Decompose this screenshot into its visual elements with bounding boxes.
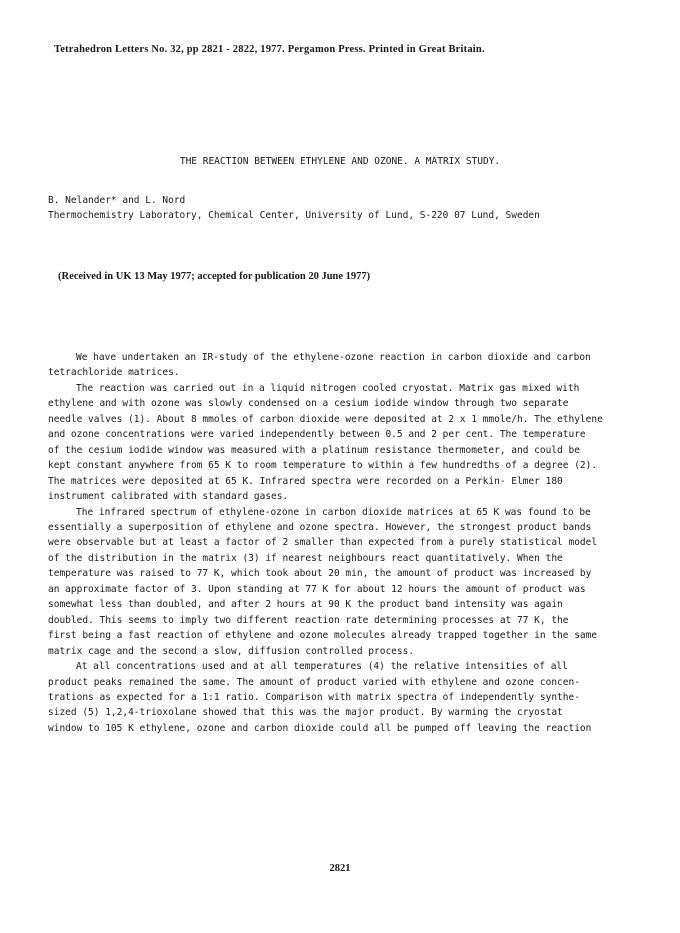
received-date: (Received in UK 13 May 1977; accepted for publication 20 June 1977) bbox=[58, 271, 371, 282]
body-line: tetrachloride matrices. bbox=[48, 367, 180, 379]
body-line: were observable but at least a factor of 2 smaller than expected from a purely statistical model bbox=[48, 537, 598, 549]
body-line: temperature was raised to 77 K, which took about 20 min, the amount of product was increased by bbox=[48, 568, 592, 580]
body-line: trations as expected for a 1:1 ratio. Comparison with matrix spectra of independently synthe- bbox=[48, 691, 580, 703]
author-affiliation: Thermochemistry Laboratory, Chemical Center, University of Lund, S-220 07 Lund, Sweden bbox=[48, 210, 540, 221]
page-number: 2821 bbox=[329, 863, 351, 874]
body-line: of the cesium iodide window was measured with a platinum resistance thermometer, and could be bbox=[48, 444, 580, 456]
body-line: first being a fast reaction of ethylene and ozone molecules already trapped together in the same bbox=[48, 630, 598, 642]
body-line: doubled. This seems to imply two different reaction rate determining processes at 77 K, the bbox=[48, 614, 569, 626]
author-names: B. Nelander* and L. Nord bbox=[48, 195, 186, 206]
body-line: somewhat less than doubled, and after 2 hours at 90 K the product band intensity was again bbox=[48, 599, 563, 611]
body-line: needle valves (1). About 8 mmoles of carbon dioxide were deposited at 2 x 1 mmole/h. The ethylene bbox=[48, 413, 603, 425]
body-line: ethylene and with ozone was slowly condensed on a cesium iodide window through two separate bbox=[48, 398, 569, 410]
article-body bbox=[48, 350, 638, 736]
body-line: At all concentrations used and at all temperatures (4) the relative intensities of all bbox=[76, 661, 568, 673]
body-line: and ozone concentrations were varied independently between 0.5 and 2 per cent. The temperature bbox=[48, 429, 586, 441]
body-line: of the distribution in the matrix (3) if nearest neighbours react quantitatively. When the bbox=[48, 552, 563, 564]
body-line: The infrared spectrum of ethylene-ozone in carbon dioxide matrices at 65 K was found to be bbox=[76, 506, 591, 518]
author-block bbox=[48, 193, 540, 223]
journal-header: Tetrahedron Letters No. 32, pp 2821 - 2822, 1977. Pergamon Press. Printed in Great Britain. bbox=[54, 44, 485, 55]
body-line: product peaks remained the same. The amount of product varied with ethylene and ozone concen- bbox=[48, 676, 580, 688]
body-line: window to 105 K ethylene, ozone and carbon dioxide could all be pumped off leaving the reaction bbox=[48, 722, 592, 734]
body-line: The reaction was carried out in a liquid nitrogen cooled cryostat. Matrix gas mixed with bbox=[76, 382, 580, 394]
body-line: an approximate factor of 3. Upon standing at 77 K for about 12 hours the amount of product was bbox=[48, 583, 586, 595]
body-line: sized (5) 1,2,4-trioxolane showed that this was the major product. By warming the cryostat bbox=[48, 707, 563, 719]
body-line: matrix cage and the second a slow, diffusion controlled process. bbox=[48, 645, 415, 657]
body-line: instrument calibrated with standard gases. bbox=[48, 491, 289, 503]
body-line: The matrices were deposited at 65 K. Infrared spectra were recorded on a Perkin- Elmer 180 bbox=[48, 475, 563, 487]
body-line: We have undertaken an IR-study of the ethylene-ozone reaction in carbon dioxide and carbon bbox=[76, 352, 591, 363]
article-title: THE REACTION BETWEEN ETHYLENE AND OZONE. A MATRIX STUDY. bbox=[179, 156, 501, 167]
body-line: kept constant anywhere from 65 K to room temperature to within a few hundredths of a degree (2). bbox=[48, 460, 598, 472]
body-line: essentially a superposition of ethylene and ozone spectra. However, the strongest product bands bbox=[48, 521, 592, 533]
